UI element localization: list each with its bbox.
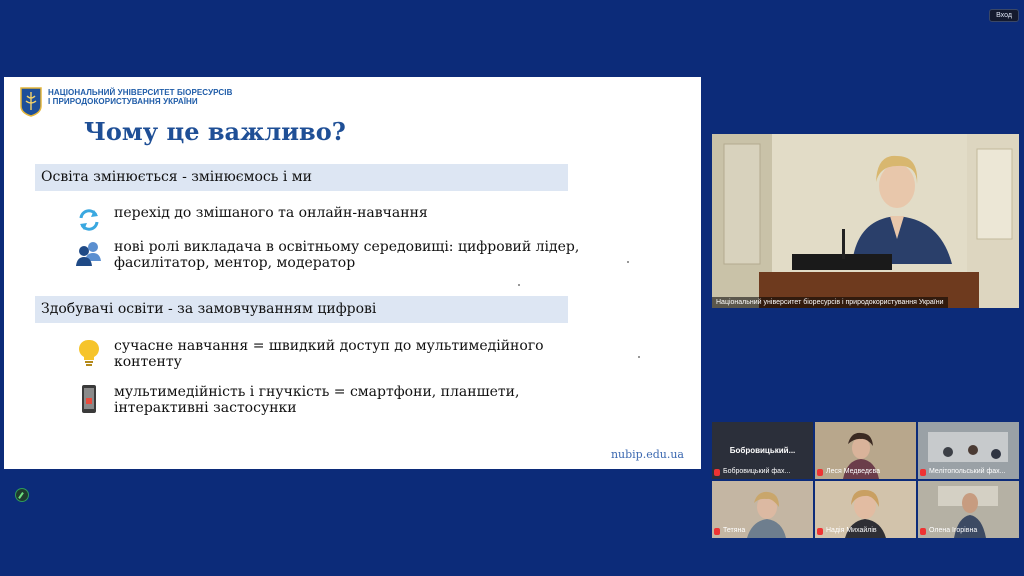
item-text <box>114 384 519 416</box>
participant-name: Олена Ігорівна <box>929 527 978 534</box>
participant-tile[interactable] <box>918 481 1019 538</box>
list-item <box>74 338 544 370</box>
speaker-name: Національний університет біоресурсів і природокористування України <box>712 297 948 308</box>
university-logo <box>19 86 43 117</box>
mic-muted-icon <box>920 469 926 476</box>
participant-name: Тетяна <box>723 527 746 534</box>
participant-tile[interactable] <box>712 422 813 479</box>
participant-name-bar <box>817 526 914 536</box>
mic-muted-icon <box>714 528 720 535</box>
exit-button[interactable]: Вход <box>989 9 1019 22</box>
item-text <box>114 239 579 271</box>
participant-tile[interactable] <box>815 422 916 479</box>
participant-name-bar <box>714 467 811 477</box>
item-text-line1: мультимедійність і гнучкість = смартфони, планшети, <box>114 384 520 400</box>
participant-tile[interactable] <box>815 481 916 538</box>
decor-dot <box>638 356 640 358</box>
participant-tile[interactable] <box>712 481 813 538</box>
participant-name-bar <box>714 526 811 536</box>
section-header-1: Освіта змінюється - змінюємось і ми <box>35 164 568 191</box>
participant-name: Леся Медведєва <box>826 468 881 475</box>
university-name <box>48 88 232 106</box>
list-item <box>74 205 428 235</box>
participant-name-bar <box>920 467 1017 477</box>
annotate-pen-icon[interactable] <box>15 488 29 502</box>
participant-name: Мелітопольський фах... <box>929 468 1006 475</box>
item-text: перехід до змішаного та онлайн-навчання <box>114 205 428 221</box>
list-item <box>74 384 519 416</box>
item-text-line1: нові ролі викладача в освітньому середовищі: цифровий лідер, <box>114 239 580 255</box>
refresh-arrows-icon <box>74 205 104 235</box>
item-text-line2: інтерактивні застосунки <box>114 400 297 416</box>
participant-name-bar <box>817 467 914 477</box>
item-text <box>114 338 544 370</box>
mic-muted-icon <box>817 528 823 535</box>
mic-muted-icon <box>920 528 926 535</box>
participant-name: Бобровицький фах... <box>723 468 791 475</box>
lightbulb-icon <box>74 338 104 368</box>
speaker-video[interactable] <box>712 134 1019 308</box>
decor-dot <box>518 284 520 286</box>
item-text-line2: фасилітатор, ментор, модератор <box>114 255 356 271</box>
participant-name-bar <box>920 526 1017 536</box>
smartphone-icon <box>74 384 104 414</box>
university-name-line2: І ПРИРОДОКОРИСТУВАННЯ УКРАЇНИ <box>48 97 198 106</box>
section-header-2: Здобувачі освіти - за замовчуванням цифрові <box>35 296 568 323</box>
footer-url: nubip.edu.ua <box>610 448 684 461</box>
participant-display-name: Бобровицький... <box>729 446 796 455</box>
mic-muted-icon <box>817 469 823 476</box>
mic-muted-icon <box>714 469 720 476</box>
speaker-video-scene <box>712 134 1019 308</box>
slide-title: Чому це важливо? <box>84 117 346 146</box>
item-text-line2: контенту <box>114 354 182 370</box>
list-item <box>74 239 579 271</box>
people-icon <box>74 239 104 269</box>
item-text-line1: сучасне навчання = швидкий доступ до мультимедійного <box>114 338 544 354</box>
university-name-line1: НАЦІОНАЛЬНИЙ УНІВЕРСИТЕТ БІОРЕСУРСІВ <box>48 88 233 97</box>
presentation-slide <box>4 77 701 469</box>
participant-grid <box>712 422 1019 538</box>
decor-dot <box>627 261 629 263</box>
participant-name: Надія Михайлів <box>826 527 877 534</box>
participant-tile[interactable] <box>918 422 1019 479</box>
